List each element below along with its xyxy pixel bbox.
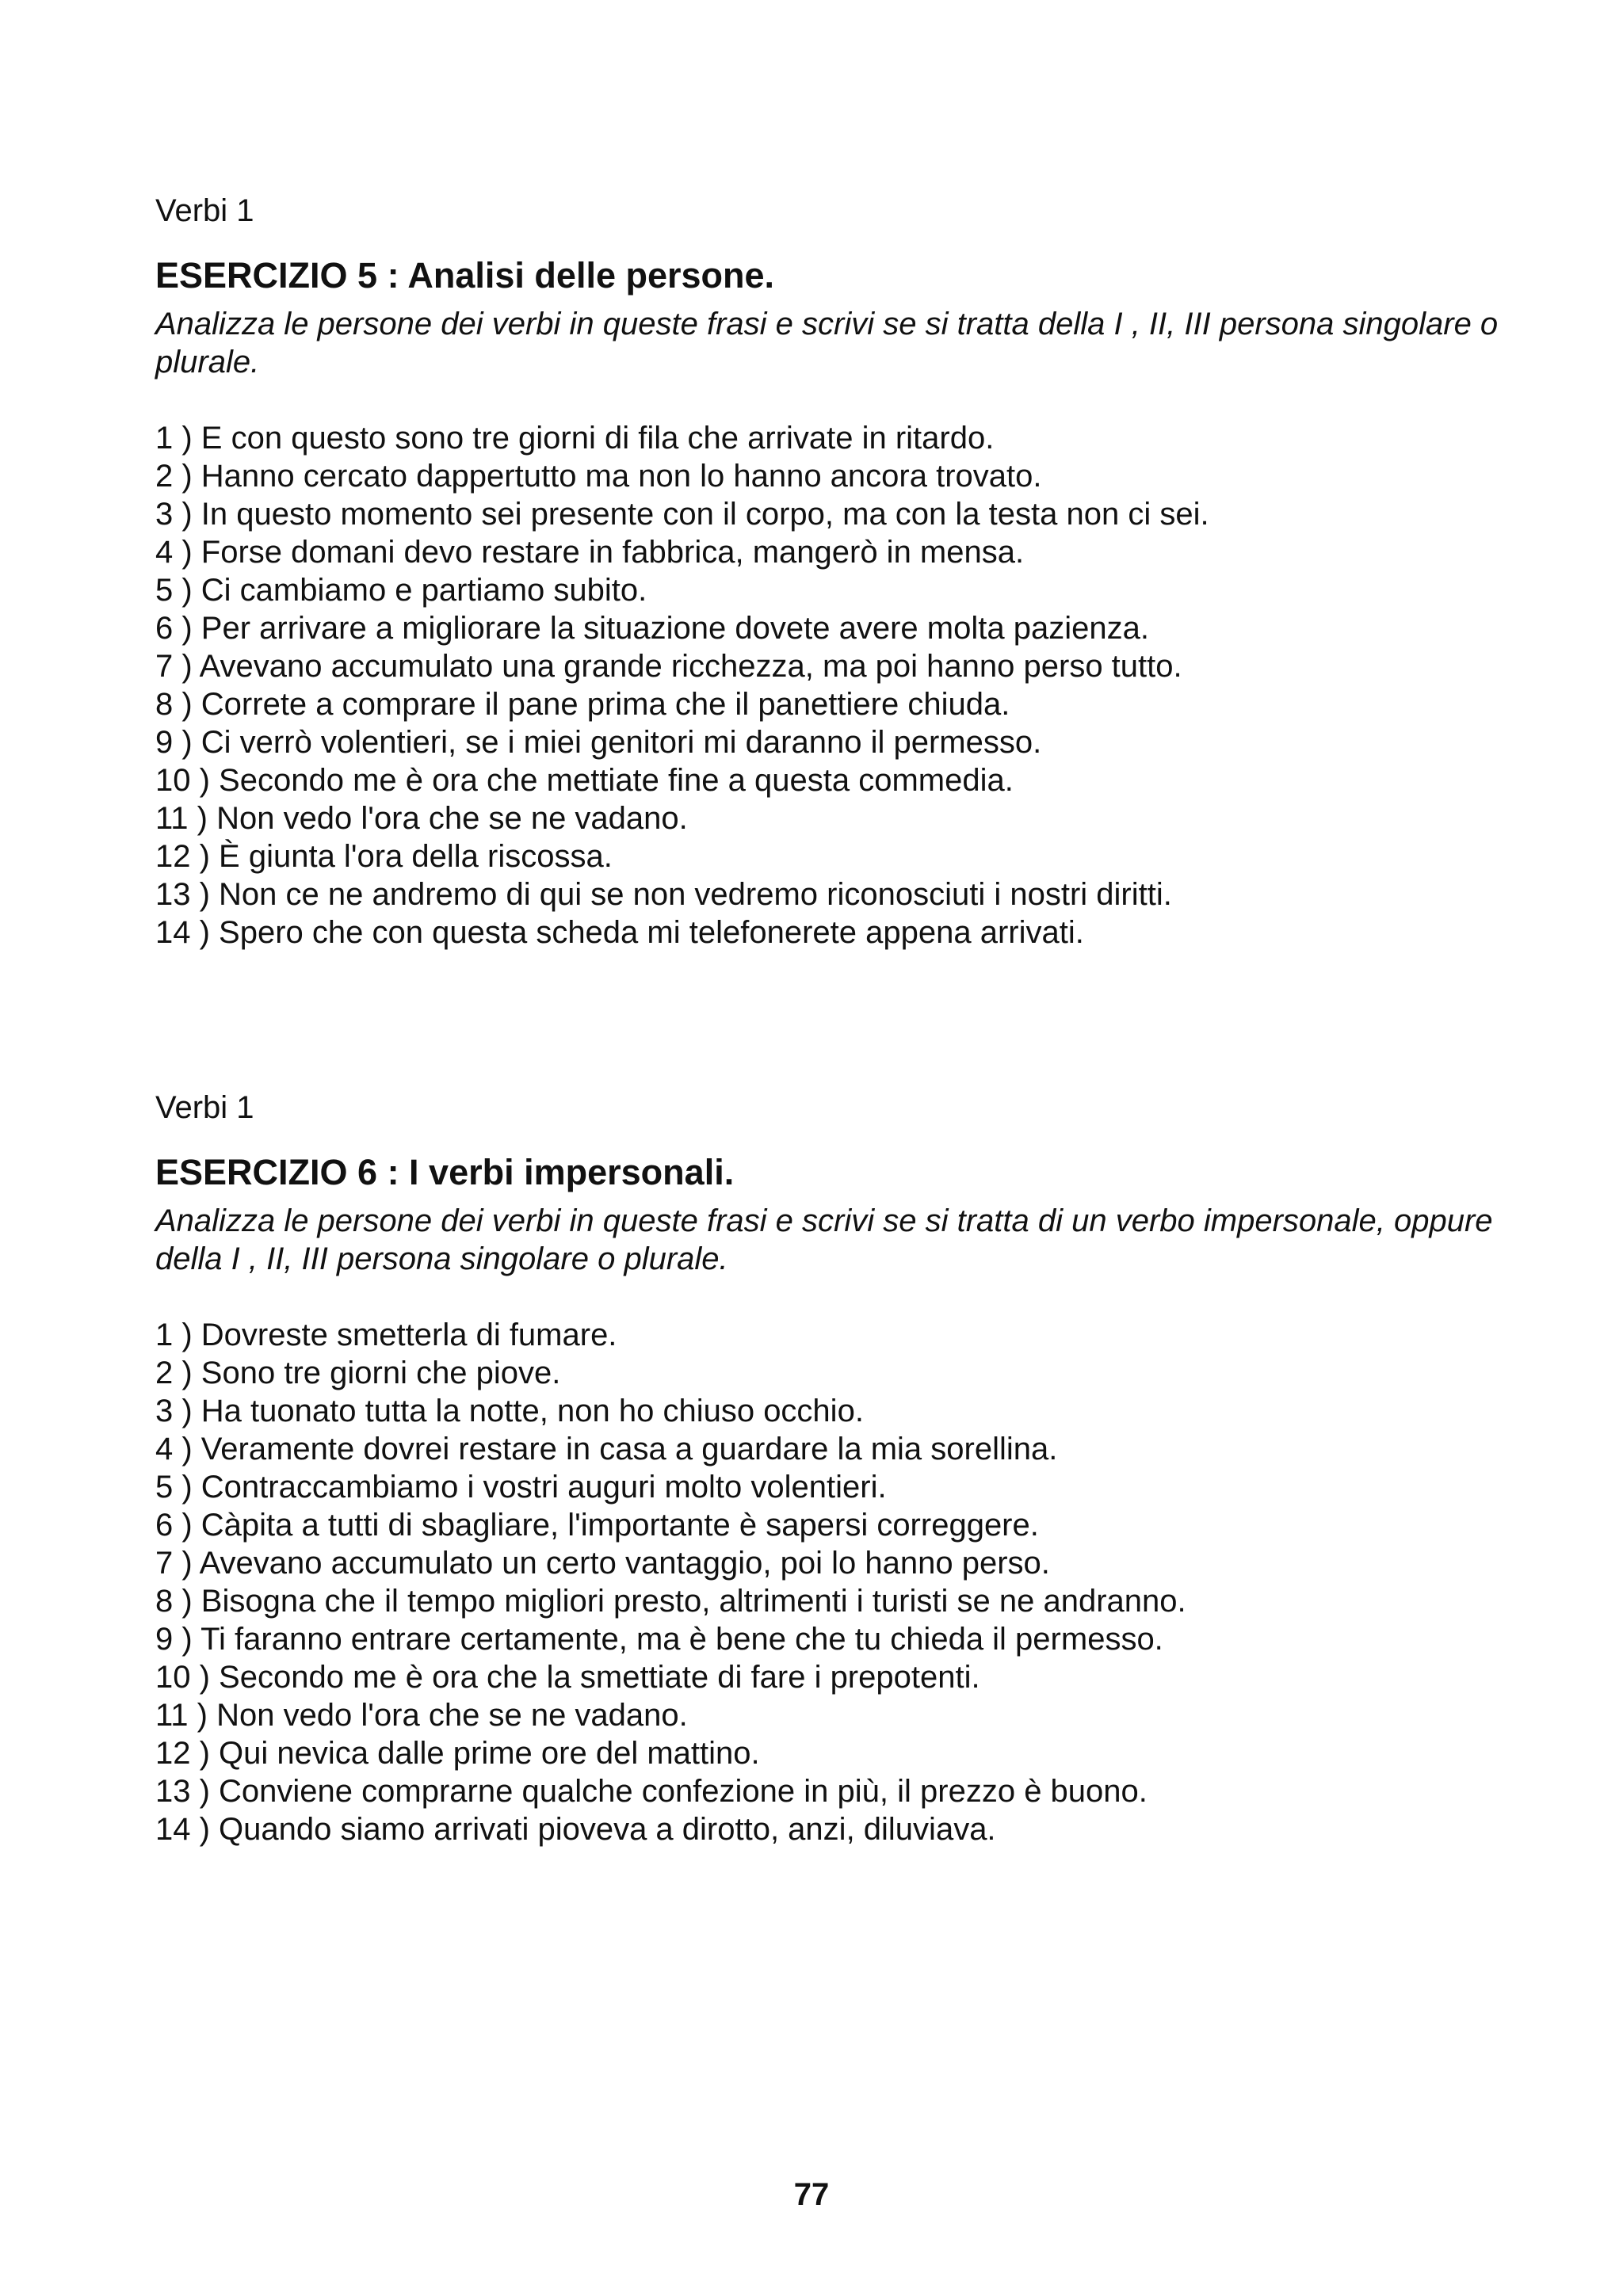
exercise-items-list — [155, 419, 1518, 952]
list-item: 7 ) Avevano accumulato un certo vantaggio, poi lo hanno perso. — [155, 1546, 1050, 1581]
list-item: 3 ) In questo momento sei presente con il corpo, ma con la testa non ci sei. — [155, 497, 1209, 532]
section-kicker: Verbi 1 — [155, 193, 254, 228]
list-item: 8 ) Bisogna che il tempo migliori presto, altrimenti i turisti se ne andranno. — [155, 1584, 1186, 1619]
list-item: 14 ) Quando siamo arrivati pioveva a dirotto, anzi, diluviava. — [155, 1812, 996, 1847]
list-item: 5 ) Contraccambiamo i vostri auguri molto volentieri. — [155, 1470, 887, 1505]
list-item: 5 ) Ci cambiamo e partiamo subito. — [155, 573, 647, 608]
list-item: 11 ) Non vedo l'ora che se ne vadano. — [155, 1698, 688, 1733]
list-item: 13 ) Non ce ne andremo di qui se non vedremo riconosciuti i nostri diritti. — [155, 877, 1172, 912]
list-item: 12 ) Qui nevica dalle prime ore del mattino. — [155, 1736, 760, 1771]
list-item: 14 ) Spero che con questa scheda mi telefonerete appena arrivati. — [155, 915, 1084, 950]
list-item: 4 ) Forse domani devo restare in fabbrica, mangerò in mensa. — [155, 535, 1025, 570]
exercise-title: ESERCIZIO 5 : Analisi delle persone. — [155, 255, 775, 296]
list-item: 4 ) Veramente dovrei restare in casa a guardare la mia sorellina. — [155, 1432, 1058, 1466]
list-item: 11 ) Non vedo l'ora che se ne vadano. — [155, 801, 688, 836]
exercise-instructions: Analizza le persone dei verbi in queste frasi e scrivi se si tratta della I , II, III persona singolare o plurale. — [155, 307, 1499, 379]
list-item: 7 ) Avevano accumulato una grande ricchezza, ma poi hanno perso tutto. — [155, 649, 1182, 684]
list-item: 2 ) Hanno cercato dappertutto ma non lo hanno ancora trovato. — [155, 459, 1042, 494]
list-item: 2 ) Sono tre giorni che piove. — [155, 1356, 561, 1390]
list-item: 8 ) Correte a comprare il pane prima che il panettiere chiuda. — [155, 687, 1010, 722]
page-number: 77 — [793, 2177, 830, 2212]
exercise-5-section — [155, 192, 1518, 952]
exercise-6-section — [155, 1089, 1518, 1848]
exercise-title: ESERCIZIO 6 : I verbi impersonali. — [155, 1152, 735, 1192]
list-item: 9 ) Ti faranno entrare certamente, ma è bene che tu chieda il permesso. — [155, 1622, 1163, 1657]
list-item: 6 ) Per arrivare a migliorare la situazione dovete avere molta pazienza. — [155, 611, 1149, 646]
list-item: 1 ) Dovreste smetterla di fumare. — [155, 1318, 617, 1352]
list-item: 6 ) Càpita a tutti di sbagliare, l'importante è sapersi correggere. — [155, 1508, 1039, 1543]
exercise-items-list — [155, 1316, 1518, 1848]
list-item: 12 ) È giunta l'ora della riscossa. — [155, 839, 613, 874]
list-item: 10 ) Secondo me è ora che la smettiate di fare i prepotenti. — [155, 1660, 980, 1695]
list-item: 10 ) Secondo me è ora che mettiate fine a questa commedia. — [155, 763, 1014, 798]
list-item: 1 ) E con questo sono tre giorni di fila che arrivate in ritardo. — [155, 421, 995, 456]
list-item: 13 ) Conviene comprarne qualche confezione in più, il prezzo è buono. — [155, 1774, 1148, 1809]
list-item: 3 ) Ha tuonato tutta la notte, non ho chiuso occhio. — [155, 1394, 864, 1428]
section-kicker: Verbi 1 — [155, 1090, 254, 1125]
list-item: 9 ) Ci verrò volentieri, se i miei genitori mi daranno il permesso. — [155, 725, 1042, 760]
exercise-instructions: Analizza le persone dei verbi in queste frasi e scrivi se si tratta di un verbo impersonale, oppure della I , II, III persona singolare o plurale. — [155, 1203, 1493, 1276]
